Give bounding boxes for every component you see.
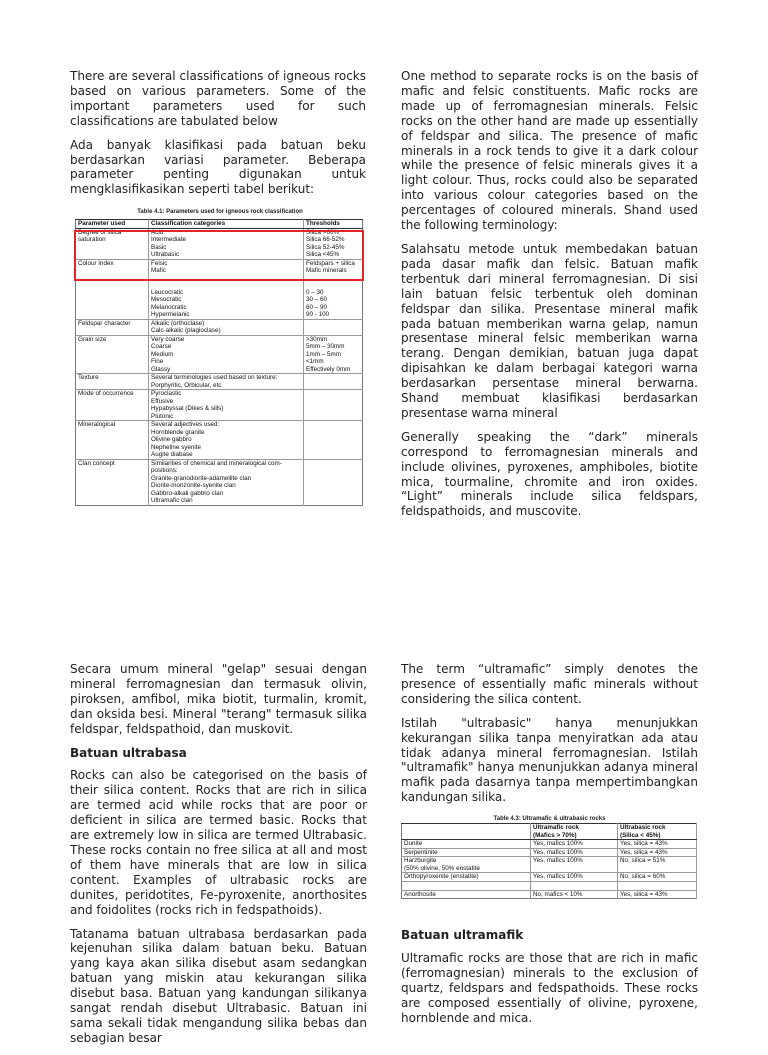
cell-line: Feldspar character [78,319,131,327]
cell-line: Leucocratic [151,288,184,296]
cell-line: Nepheline syenite [151,443,202,451]
cell-line: Hypermelanic [151,311,190,318]
cell-line: 90 - 100 [306,311,330,318]
cell-line: Degree of silica [78,228,122,236]
cell-line: Calc-alkalic (plagioclase) [151,327,221,334]
table-row [402,848,697,857]
cell-line: <1mm [306,358,324,365]
table-row [76,390,363,421]
cell-line: Gabbro-alkali gabbro clan [151,489,224,497]
cell-line: Melanocratic [151,303,187,311]
cell-line: Mafic minerals [306,267,347,274]
table-cell [402,873,531,882]
table-cell: No, mafics < 10% [531,890,618,899]
cell-line: Granite-granodiorite-adamellite clan [151,474,252,482]
cell-line: Mafic [151,267,167,274]
cell-line: 1mm – 5mm [306,350,341,358]
table-cell: No, silica = 60% [618,873,697,882]
column-top-left [70,69,366,206]
cell-line: Silica <45% [306,251,340,258]
cell-line: Several adjectives used: [151,421,220,428]
cell-line: Intermediate [151,236,187,243]
table-cell [149,335,304,374]
table-cell [402,840,531,849]
table-cell [304,390,363,421]
table-row [76,319,363,335]
cell-line: Mesocratic [151,296,182,303]
table-cell [304,459,363,505]
cell-line: Similarities of chemical and mineralogical com- [151,459,282,467]
cell-line: Felsic [151,259,168,267]
table-cell [304,289,363,320]
column-top-right [401,69,698,528]
paragraph-classification-intro-en: There are several classifications of igneous rocks based on various parameters. Some of the important parameters used for such classifications are tabulated below [70,69,366,128]
table-row [402,890,697,899]
cell-line: Basic [151,243,167,251]
paragraph-mafic-felsic-id: Salahsatu metode untuk membedakan batuan pada dasar mafik dan felsic. Batuan mafik terbentuk dari mineral ferromagnesian. Di sisi lain batuan felsic terbentuk oleh dominan feldspar dan silika. Presentase mineral mafik pada batuan memberikan warna gelap, namun presentase mineral felsic memberikan warna terang. Dengan demikian, batuan juga dapat dipisahkan ke dalam berbagai kategori warna berdasarkan persentase mineral berwarna. Shand membuat klasifikasi berdasarkan presentase warna mineral [401,241,698,420]
column-bottom-left [70,662,367,1055]
heading-batuan-ultrabasa: Batuan ultrabasa [70,745,187,760]
cell-line: Augite diabase [151,451,193,458]
cell-line: Texture [78,374,99,381]
cell-line: Ultrabasic [151,251,179,258]
table-cell: Yes, silica = 43% [618,848,697,857]
table-row [76,459,363,505]
table-cell [149,374,304,390]
cell-line: 30 – 60 [306,296,328,303]
table-caption: Table 4.1: Parameters used for igneous rock classification [137,209,303,215]
table-row [402,857,697,873]
cell-line: Olivine gabbro [151,436,192,443]
table-cell [402,848,531,857]
paragraph-silica-content-id: Tatanama batuan ultrabasa berdasarkan pada kejenuhan silika dalam batuan beku. Batuan yang kaya akan silika disebut asam sedangkan batuan yang miskin atau kekurangan silika disebut basa. Batuan yang kandungan silikanya sangat rendah disebut Ultrabasic. Batuan ini sama sekali tidak mengandung silika bebas dan sebagian besar [70,926,367,1045]
table-row [76,421,363,460]
column-header: Ultramafic rock (Mafics > 70%) [531,824,618,840]
cell-line: Diorite-monzonite-syenite clan [151,482,236,489]
cell-line: 0 – 30 [306,288,324,296]
cell-line: Mineralogical [78,421,116,428]
column-bottom-right-lower [401,928,698,1034]
cell-line: Mode of occurrence [78,390,134,397]
column-header: Thresholds [304,220,363,229]
table-cell: Yes, mafics 100% [531,857,618,873]
table-cell [304,421,363,460]
table-cell [76,390,149,421]
cell-line: Serpentinite [404,848,438,856]
table-cell [402,857,531,873]
cell-line: Fine [151,358,164,365]
table-cell [149,390,304,421]
paragraph-dark-light-minerals: Generally speaking the “dark” minerals correspond to ferromagnesian minerals and include olivines, pyroxenes, amphiboles, biotite mica, tourmaline, chromite and iron oxides. “Light” minerals include silica feldspars, feldspathoids, and muscovite. [401,429,698,519]
cell-line: Alkalic (orthoclase) [151,319,205,327]
ultramafic-ultrabasic-table [401,823,697,899]
heading-batuan-ultramafik: Batuan ultramafik [401,928,524,942]
red-highlight-box [74,230,364,281]
table-cell [76,289,149,320]
column-header: Ultrabasic rock (Silica < 45%) [618,824,697,840]
cell-line: Effusive [151,397,174,405]
table-cell: Yes, mafics 100% [531,873,618,882]
cell-line: Hypabyssal (Dikes & sills) [151,405,224,412]
cell-line: Silica 66-52% [306,236,345,243]
table-cell [149,289,304,320]
table-cell [76,335,149,374]
cell-line: Pyroclastic [151,390,182,397]
table-caption: Table 4.3: Ultramafic & ultrabasic rocks [493,816,606,822]
paragraph-ultramafic-term: The term “ultramafic” simply denotes the presence of essentially mafic minerals without considering the silica content. [401,662,698,706]
cell-line: Glassy [151,365,171,373]
table-cell: Yes, mafics 100% [531,840,618,849]
paragraph-mafic-felsic-en: One method to separate rocks is on the basis of mafic and felsic constituents. Mafic rocks are made up of ferromagnesian minerals. Felsic rocks on the other hand are made up essentially of feldspar and silica. The presence of mafic minerals in a rock tends to give it a dark colour while the presence of felsic minerals gives it a light colour. Thus, rocks could also be separated into various colour categories based on the percentages of coloured minerals. Shand used the following terminology: [401,69,698,233]
cell-line: Porphyritic, Orbicular, etc [151,381,222,389]
cell-line: saturation [78,236,106,243]
table-cell: Yes, mafics 100% [531,848,618,857]
table-cell [402,890,531,899]
table-cell [149,319,304,335]
table-cell [304,335,363,374]
cell-line: 60 – 90 [306,303,328,311]
table-cell [304,319,363,335]
column-header [402,824,531,840]
table-cell [149,421,304,460]
cell-line: Medium [151,350,174,358]
cell-line: Ultramafic clan [151,497,193,504]
column-bottom-right [401,662,698,814]
cell-line: Orthopyroxenite (enstatite) [404,873,479,880]
table-cell [149,459,304,505]
table-cell: Yes, silica = 43% [618,840,697,849]
cell-line: >30mm [306,335,328,343]
table-row [402,873,697,882]
table-row [76,374,363,390]
cell-line: Effectively 0mm [306,365,351,373]
table-cell [304,374,363,390]
table-cell: Yes, silica = 43% [618,890,697,899]
cell-line: Coarse [151,343,172,350]
table-cell: No, silica = 51% [618,857,697,873]
cell-line: Grain size [78,335,107,343]
paragraph-classification-intro-id: Ada banyak klasifikasi pada batuan beku berdasarkan variasi parameter. Beberapa parameter penting digunakan untuk mengklasifikasikan seperti tabel berikut: [70,137,366,197]
cell-line: Dunite [404,840,423,847]
column-header: Parameter used [76,220,149,229]
cell-line: Clan concept [78,459,115,467]
cell-line: Anorthosite [404,890,436,898]
cell-line: Silica 52-45% [306,243,345,251]
cell-line: Silica >66% [306,228,340,236]
cell-line: 5mm – 30mm [306,343,345,350]
cell-line: Feldspars + silica [306,259,355,267]
table-row [76,289,363,320]
cell-line: Colour Index [78,259,114,267]
cell-line: positions: [151,467,178,474]
paragraph-ultramafic-rocks: Ultramafic rocks are those that are rich in mafic (ferromagnesian) minerals to the exclusion of quartz, feldspars and fedspathoids. These rocks are composed essentially of olivine, pyroxene, hornblende and mica. [401,950,698,1025]
table-cell [76,374,149,390]
cell-line: Very coarse [151,335,185,343]
table-row [402,840,697,849]
cell-line: Several terminologies used based on texture: [151,374,278,381]
cell-line: Acid [151,228,164,236]
cell-line: Plutonic [151,412,174,420]
table-row [76,335,363,374]
paragraph-silica-content-en: Rocks can also be categorised on the basis of their silica content. Rocks that are rich in silica are termed acid while rocks that are poor or deficient in silica are termed basic. Rocks that are extremely low in silica are termed Ultrabasic. These rocks contain no free silica at all and most of them have minerals that are low in silica content. Examples of ultrabasic rocks are dunites, peridotites, Fe-pyroxenite, anorthosites and foidolites (rocks rich in fedspathoids). [70,768,367,917]
paragraph-ultrabasic-term-id: Istilah "ultrabasic" hanya menunjukkan kekurangan silika tanpa menyiratkan ada atau tidak adanya mineral ferromagnesian. Istilah "ultramafik" hanya menunjukkan adanya mineral mafik pada dasarnya tanpa mempertimbangkan kandungan silika. [401,715,698,805]
paragraph-dark-light-minerals-id: Secara umum mineral "gelap" sesuai dengan mineral ferromagnesian dan termasuk olivin, piroksen, amfibol, mika biotit, turmalin, kromit, dan oksida besi. Mineral "terang" termasuk silika feldspar, feldspathoid, dan muskovit. [70,662,367,736]
cell-line: Hornblende granite [151,428,205,436]
cell-line: Harzburgite [404,857,437,864]
table-cell [76,421,149,460]
cell-line: (50% olivine, 50% enstatite [404,864,480,872]
table-cell [76,459,149,505]
column-header: Classification categories [149,220,304,229]
table-cell [76,319,149,335]
